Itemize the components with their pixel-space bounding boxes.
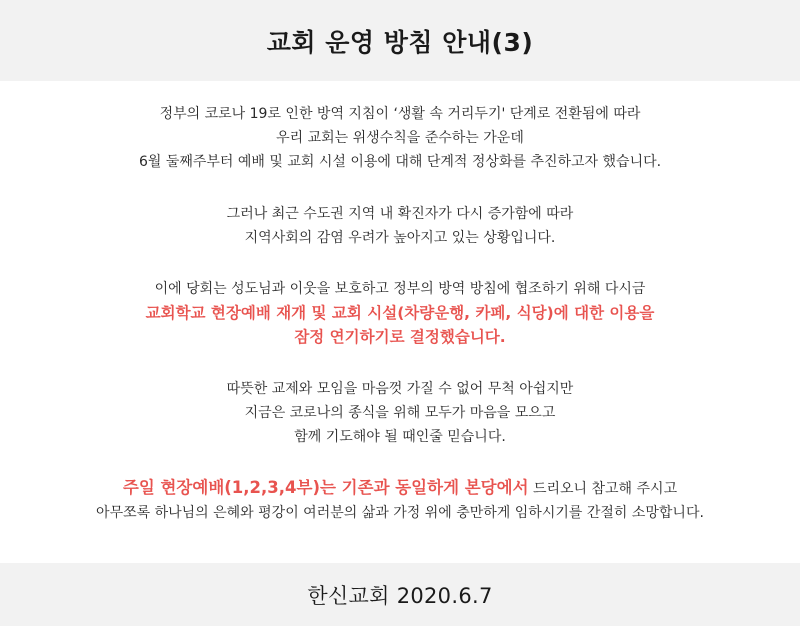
paragraph-5-line-1-rest: 드리오니 참고해 주시고	[528, 481, 678, 497]
footer-band	[0, 563, 800, 626]
paragraph-2-line-1: 그러나 최근 수도권 지역 내 확진자가 다시 증가함에 따라	[226, 206, 574, 222]
paragraph-3-highlight-line-2: 잠정 연기하기로 결정했습니다.	[294, 328, 506, 346]
header-band	[0, 0, 800, 81]
paragraph-2	[0, 202, 800, 250]
paragraph-1	[0, 102, 800, 174]
paragraph-3	[0, 277, 800, 349]
worship-highlight: 주일 현장예배(1,2,3,4부)는 기존과 동일하게 본당에서	[122, 478, 529, 497]
paragraph-5	[0, 476, 800, 525]
paragraph-4-line-2: 지금은 코로나의 종식을 위해 모두가 마음을 모으고	[244, 405, 556, 421]
page-title: 교회 운영 방침 안내(3)	[266, 27, 534, 57]
paragraph-4	[0, 377, 800, 449]
paragraph-4-line-1: 따뜻한 교제와 모임을 마음껏 가질 수 없어 무척 아쉽지만	[226, 381, 574, 397]
paragraph-4-line-3: 함께 기도해야 될 때인줄 믿습니다.	[294, 429, 506, 445]
notice-body	[0, 81, 800, 563]
paragraph-1-line-2: 우리 교회는 위생수칙을 준수하는 가운데	[276, 130, 524, 146]
paragraph-3-highlight-line-1: 교회학교 현장예배 재개 및 교회 시설(차량운행, 카페, 식당)에 대한 이용을	[145, 304, 655, 322]
paragraph-2-line-2: 지역사회의 감염 우려가 높아지고 있는 상황입니다.	[244, 230, 556, 246]
paragraph-1-line-1: 정부의 코로나 19로 인한 방역 지침이 ‘생활 속 거리두기' 단계로 전환됨에 따라	[159, 106, 641, 122]
church-signature-date: 한신교회 2020.6.7	[307, 583, 493, 608]
paragraph-1-line-3: 6월 둘째주부터 예배 및 교회 시설 이용에 대해 단계적 정상화를 추진하고자 했습니다.	[138, 154, 662, 170]
paragraph-5-line-2: 아무쪼록 하나님의 은혜와 평강이 여러분의 삶과 가정 위에 충만하게 임하시기를 간절히 소망합니다.	[96, 505, 704, 521]
paragraph-5-line-1	[0, 476, 800, 501]
paragraph-3-line-1: 이에 당회는 성도님과 이웃을 보호하고 정부의 방역 방침에 협조하기 위해 다시금	[154, 281, 646, 297]
